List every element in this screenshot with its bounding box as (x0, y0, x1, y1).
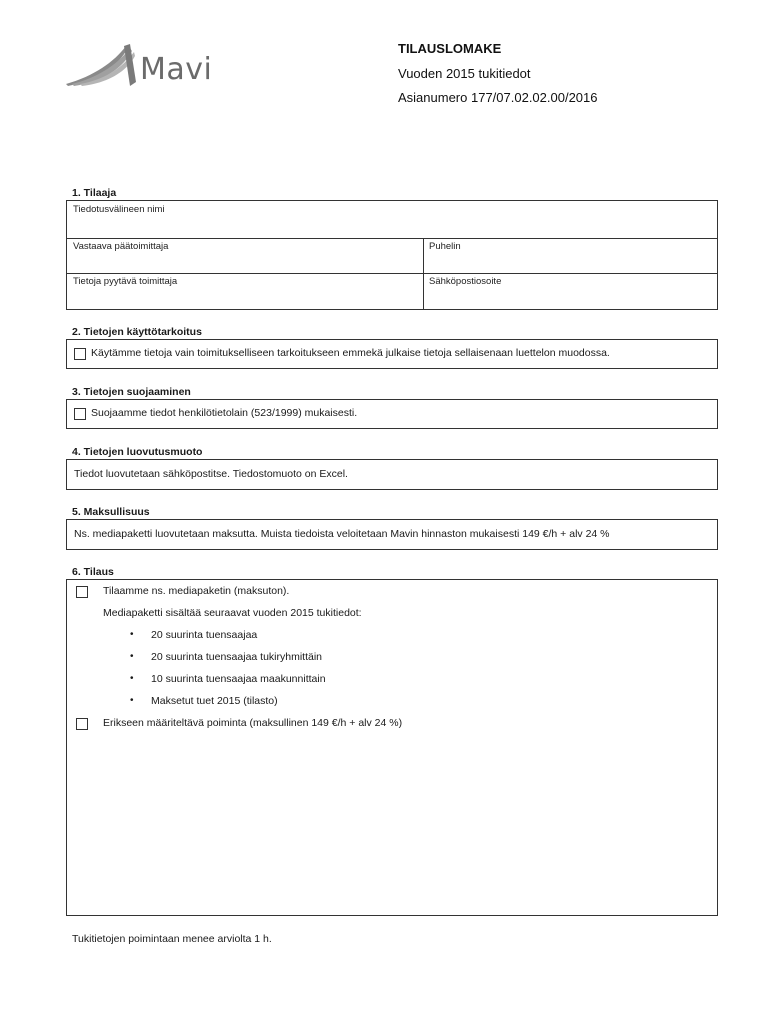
custom-extraction-option: Erikseen määriteltävä poiminta (maksullinen 149 €/h + alv 24 %) (103, 717, 403, 729)
bullet-icon: • (130, 629, 134, 640)
phone-field[interactable]: Puhelin (429, 241, 461, 252)
usage-purpose-checkbox[interactable] (74, 348, 86, 360)
mavi-logo-text: Mavi (140, 52, 213, 87)
section2-box (66, 339, 718, 369)
mavi-logo (64, 40, 214, 90)
case-number: Asianumero 177/07.02.02.00/2016 (398, 90, 598, 105)
email-field[interactable]: Sähköpostiosoite (429, 276, 502, 287)
editor-in-chief-field[interactable]: Vastaava päätoimittaja (73, 241, 169, 252)
section5-title: 5. Maksullisuus (72, 506, 150, 518)
section3-title: 3. Tietojen suojaaminen (72, 386, 191, 398)
media-name-field[interactable]: Tiedotusvälineen nimi (73, 204, 165, 215)
data-protection-checkbox[interactable] (74, 408, 86, 420)
bullet-icon: • (130, 651, 134, 662)
section3-box (66, 399, 718, 429)
package-item: 10 suurinta tuensaajaa maakunnittain (151, 673, 326, 685)
pricing-text: Ns. mediapaketti luovutetaan maksutta. Muista tiedoista veloitetaan Mavin hinnaston mukaisesti 149 €/h + alv 24 % (74, 528, 610, 540)
data-protection-text: Suojaamme tiedot henkilötietolain (523/1999) mukaisesti. (91, 407, 358, 419)
form-title: TILAUSLOMAKE (398, 41, 502, 56)
delivery-format-text: Tiedot luovutetaan sähköpostitse. Tiedostomuoto on Excel. (74, 468, 348, 480)
section1-title: 1. Tilaaja (72, 187, 117, 199)
section6-box (66, 579, 718, 916)
package-item: 20 suurinta tuensaajaa tukiryhmittäin (151, 651, 323, 663)
section5-box (66, 519, 718, 550)
section1-table (66, 200, 718, 310)
footer-note: Tukitietojen poimintaan menee arviolta 1 h. (72, 933, 272, 945)
media-package-checkbox[interactable] (76, 586, 88, 598)
custom-extraction-checkbox[interactable] (76, 718, 88, 730)
bullet-icon: • (130, 673, 134, 684)
media-package-option: Tilaamme ns. mediapaketin (maksuton). (103, 585, 290, 597)
media-package-intro: Mediapaketti sisältää seuraavat vuoden 2015 tukitiedot: (103, 607, 362, 619)
package-item: Maksetut tuet 2015 (tilasto) (151, 695, 278, 707)
section2-title: 2. Tietojen käyttötarkoitus (72, 326, 202, 338)
package-item: 20 suurinta tuensaajaa (151, 629, 258, 641)
bullet-icon: • (130, 695, 134, 706)
section4-box (66, 459, 718, 490)
section6-title: 6. Tilaus (72, 566, 114, 578)
usage-purpose-text: Käytämme tietoja vain toimitukselliseen tarkoitukseen emmekä julkaise tietoja sellaisenaan luettelon muodossa. (91, 347, 610, 359)
section4-title: 4. Tietojen luovutusmuoto (72, 446, 203, 458)
form-subtitle: Vuoden 2015 tukitiedot (398, 66, 531, 81)
mavi-logo-swoosh-icon (64, 42, 144, 88)
requesting-editor-field[interactable]: Tietoja pyytävä toimittaja (73, 276, 178, 287)
